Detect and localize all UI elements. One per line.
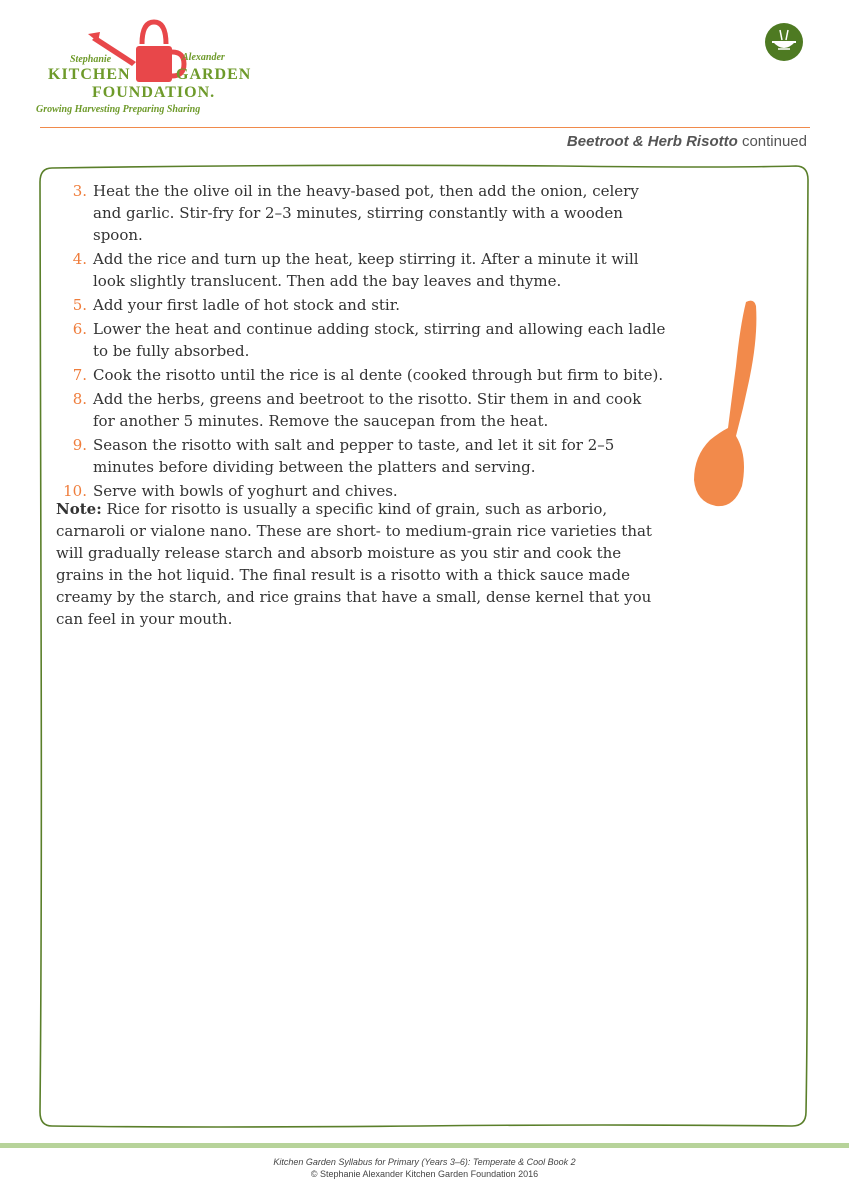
- note-label: Note:: [56, 500, 102, 518]
- list-item: [56, 364, 666, 386]
- list-item: [56, 434, 666, 478]
- step-text: Lower the heat and continue adding stock, stirring and allowing each ladle to be fully absorbed.: [93, 320, 666, 360]
- step-number: 7.: [72, 366, 87, 384]
- list-item: [56, 180, 666, 246]
- step-number: 9.: [72, 436, 87, 454]
- logo-text-foundation: FOUNDATION.: [92, 84, 216, 101]
- step-number: 10.: [63, 482, 87, 500]
- footer-copyright: © Stephanie Alexander Kitchen Garden Foundation 2016: [310, 1169, 539, 1179]
- step-text: Season the risotto with salt and pepper to taste, and let it sit for 2–5 minutes before dividing between the platters and serving.: [93, 436, 615, 476]
- step-number: 4.: [72, 250, 87, 268]
- list-item: [56, 388, 666, 432]
- list-item: [56, 294, 666, 316]
- step-text: Serve with bowls of yoghurt and chives.: [93, 482, 398, 500]
- step-text: Add the rice and turn up the heat, keep stirring it. After a minute it will look slightly translucent. Then add the bay leaves and thyme.: [93, 250, 639, 290]
- step-number: 8.: [72, 390, 87, 408]
- step-text: Cook the risotto until the rice is al dente (cooked through but firm to bite).: [93, 366, 664, 384]
- logo-text-garden: GARDEN: [176, 66, 252, 83]
- step-text: Add your first ladle of hot stock and stir.: [93, 296, 401, 314]
- logo-tagline: Growing Harvesting Preparing Sharing: [36, 104, 201, 115]
- step-number: 5.: [72, 296, 87, 314]
- logo-text-kitchen: KITCHEN: [48, 66, 131, 83]
- list-item: [56, 318, 666, 362]
- logo-text-stephanie: Stephanie: [70, 54, 112, 65]
- continued-label: continued: [741, 133, 807, 150]
- logo-text-alexander: Alexander: [182, 52, 225, 63]
- list-item: [56, 248, 666, 292]
- step-number: 3.: [72, 182, 87, 200]
- page-footer: [0, 1156, 849, 1180]
- footer-book-title: Kitchen Garden Syllabus for Primary (Years 3–6): Temperate & Cool Book 2: [273, 1157, 576, 1167]
- wooden-spoon-icon: [688, 296, 768, 516]
- step-number: 6.: [72, 320, 87, 338]
- recipe-title: Beetroot & Herb Risotto: [566, 133, 738, 150]
- footer-divider: [0, 1143, 849, 1148]
- step-text: Add the herbs, greens and beetroot to the risotto. Stir them in and cook for another 5 minutes. Remove the saucepan from the heat.: [93, 390, 642, 430]
- note-paragraph: [56, 498, 666, 630]
- note-text: Rice for risotto is usually a specific kind of grain, such as arborio, carnaroli or vialone nano. These are short- to medium-grain rice varieties that will gradually release starch and absorb moisture as you stir and cook the grains in the hot liquid. The final result is a risotto with a thick sauce made creamy by the starch, and rice grains that have a small, dense kernel that you can feel in your mouth.: [56, 500, 652, 628]
- step-text: Heat the the olive oil in the heavy-based pot, then add the onion, celery and garlic. Stir-fry for 2–3 minutes, stirring constantly with a wooden spoon.: [93, 182, 639, 244]
- method-steps: [56, 180, 666, 504]
